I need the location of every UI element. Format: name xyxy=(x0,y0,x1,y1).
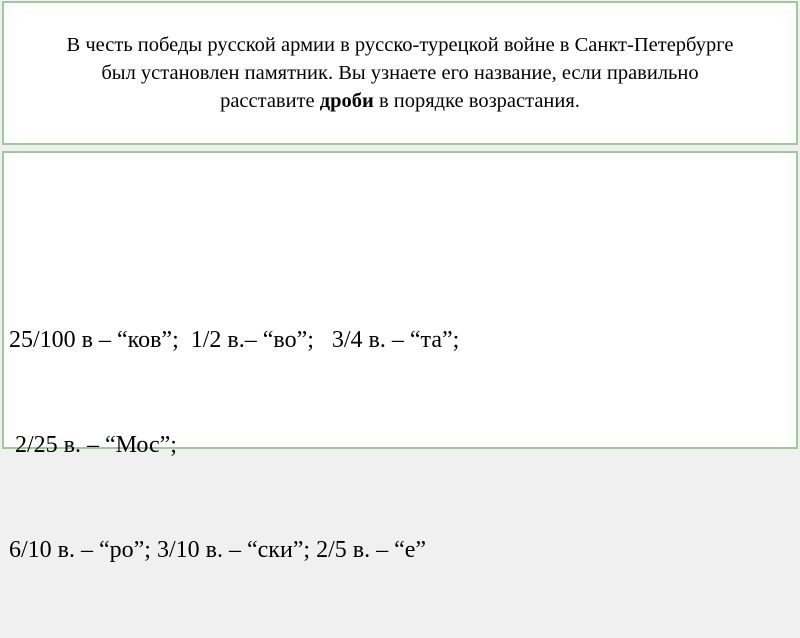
emphasis-fractions: дроби xyxy=(319,90,374,112)
task-line-2: был установлен памятник. Вы узнаете его название, если правильно xyxy=(101,62,699,84)
task-line-1: В честь победы русской армии в русско-турецкой войне в Санкт-Петербурге xyxy=(66,34,734,56)
task-line-3-start: расставите xyxy=(220,90,320,112)
fraction-line-1: 25/100 в – “ков”; 1/2 в.– “во”; 3/4 в. – “та”; xyxy=(9,327,460,353)
fraction-line-2: 2/25 в. – “Мос”; xyxy=(9,432,177,458)
fraction-line-3: 6/10 в. – “ро”; 3/10 в. – “ски”; 2/5 в. – “е” xyxy=(9,537,427,563)
task-description xyxy=(4,31,796,115)
fractions-panel xyxy=(2,151,798,563)
task-panel xyxy=(2,1,798,145)
task-line-3-end: в порядке возрастания. xyxy=(373,90,580,112)
fraction-list xyxy=(9,253,459,638)
task-line-3 xyxy=(4,87,796,115)
